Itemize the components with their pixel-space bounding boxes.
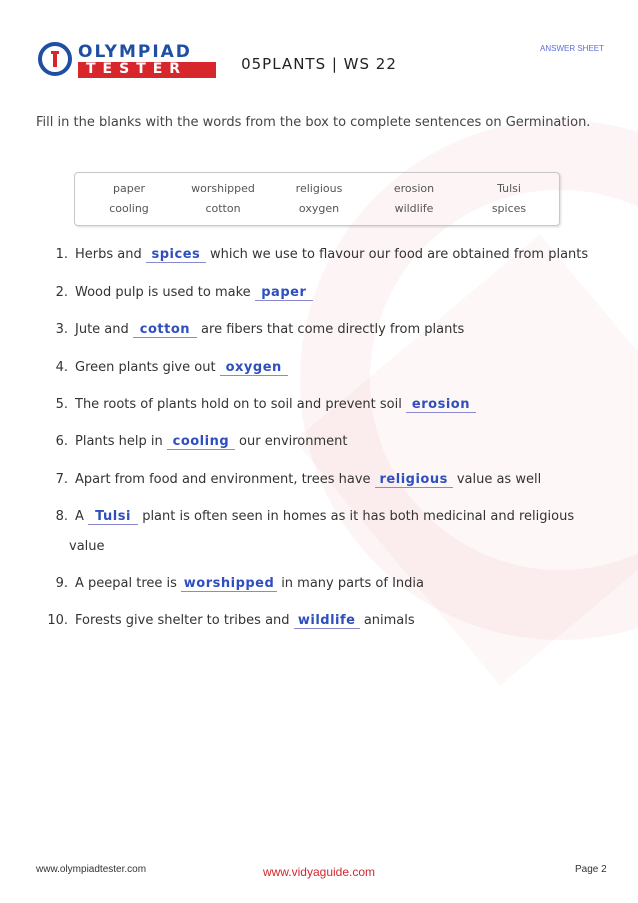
word-box-item: paper	[113, 182, 145, 195]
question-number: 8.	[55, 509, 68, 524]
answer-sheet-label: ANSWER SHEET	[540, 44, 605, 53]
question-text-before: Forests give shelter to tribes and	[75, 613, 290, 628]
logo-text-bottom: TESTER	[86, 61, 188, 77]
question-number: 2.	[55, 285, 68, 300]
answer-blank: Tulsi	[88, 509, 138, 525]
word-box-item: oxygen	[298, 202, 340, 215]
question-text-after: value as well	[456, 472, 542, 487]
answer-blank: religious	[375, 472, 453, 488]
answer-blank: erosion	[406, 397, 476, 413]
question-text-after: in many parts of India	[281, 576, 424, 591]
word-box-item: erosion	[393, 182, 435, 195]
question-8	[36, 509, 574, 525]
question-number: 3.	[55, 322, 68, 337]
answer-blank: wildlife	[294, 613, 360, 629]
question-number: 1.	[55, 247, 68, 262]
question-number: 7.	[55, 472, 68, 487]
question-text-before: Apart from food and environment, trees have	[75, 472, 371, 487]
question-5	[36, 397, 476, 413]
question-text-before: Plants help in	[75, 434, 163, 449]
question-number: 9.	[55, 576, 68, 591]
footer-website-link[interactable]: www.olympiadtester.com	[36, 864, 147, 875]
word-box-item: wildlife	[394, 202, 434, 215]
page-number: Page 2	[575, 864, 607, 875]
question-text-after: plant is often seen in homes as it has both medicinal and religious	[142, 509, 575, 524]
question-text-after: animals	[363, 613, 415, 628]
question-2	[36, 285, 313, 301]
question-10	[36, 613, 415, 629]
logo-text-top: OLYMPIAD	[78, 42, 192, 62]
question-text-before: Green plants give out	[75, 360, 216, 375]
question-text-after: which we use to flavour our food are obtained from plants	[210, 247, 589, 262]
word-box-item: Tulsi	[497, 182, 521, 195]
word-box-item: cooling	[109, 202, 149, 215]
answer-blank: oxygen	[220, 360, 288, 376]
question-text-before: A peepal tree is	[75, 576, 177, 591]
question-text-before: The roots of plants hold on to soil and prevent soil	[75, 397, 402, 412]
instructions-text: Fill in the blanks with the words from the box to complete sentences on Germination.	[36, 115, 591, 130]
question-text-before: A	[75, 509, 84, 524]
question-4	[36, 360, 288, 376]
question-number: 4.	[55, 360, 68, 375]
word-box-item: religious	[295, 182, 343, 195]
question-text-before: Wood pulp is used to make	[75, 285, 251, 300]
question-text-before: Herbs and	[75, 247, 142, 262]
answer-blank: cooling	[167, 434, 235, 450]
page-title: 05PLANTS | WS 22	[241, 55, 397, 73]
answer-blank: worshipped	[181, 576, 277, 592]
question-7	[36, 472, 541, 488]
question-8-continuation: value	[69, 539, 105, 554]
question-9	[36, 576, 424, 592]
question-1	[36, 247, 588, 263]
word-box	[74, 172, 560, 226]
question-text-before: Jute and	[75, 322, 129, 337]
question-number: 5.	[55, 397, 68, 412]
word-box-item: worshipped	[191, 182, 255, 195]
question-text-after: are fibers that come directly from plants	[201, 322, 465, 337]
word-box-item: spices	[491, 202, 527, 215]
answer-blank: spices	[146, 247, 206, 263]
question-text-after: our environment	[239, 434, 348, 449]
question-3	[36, 322, 464, 338]
question-number: 6.	[55, 434, 68, 449]
word-box-item: cotton	[205, 202, 241, 215]
answer-blank: cotton	[133, 322, 197, 338]
question-6	[36, 434, 348, 450]
footer-vidyaguide-link[interactable]: www.vidyaguide.com	[262, 865, 376, 879]
answer-blank: paper	[255, 285, 313, 301]
question-number: 10.	[47, 613, 68, 628]
